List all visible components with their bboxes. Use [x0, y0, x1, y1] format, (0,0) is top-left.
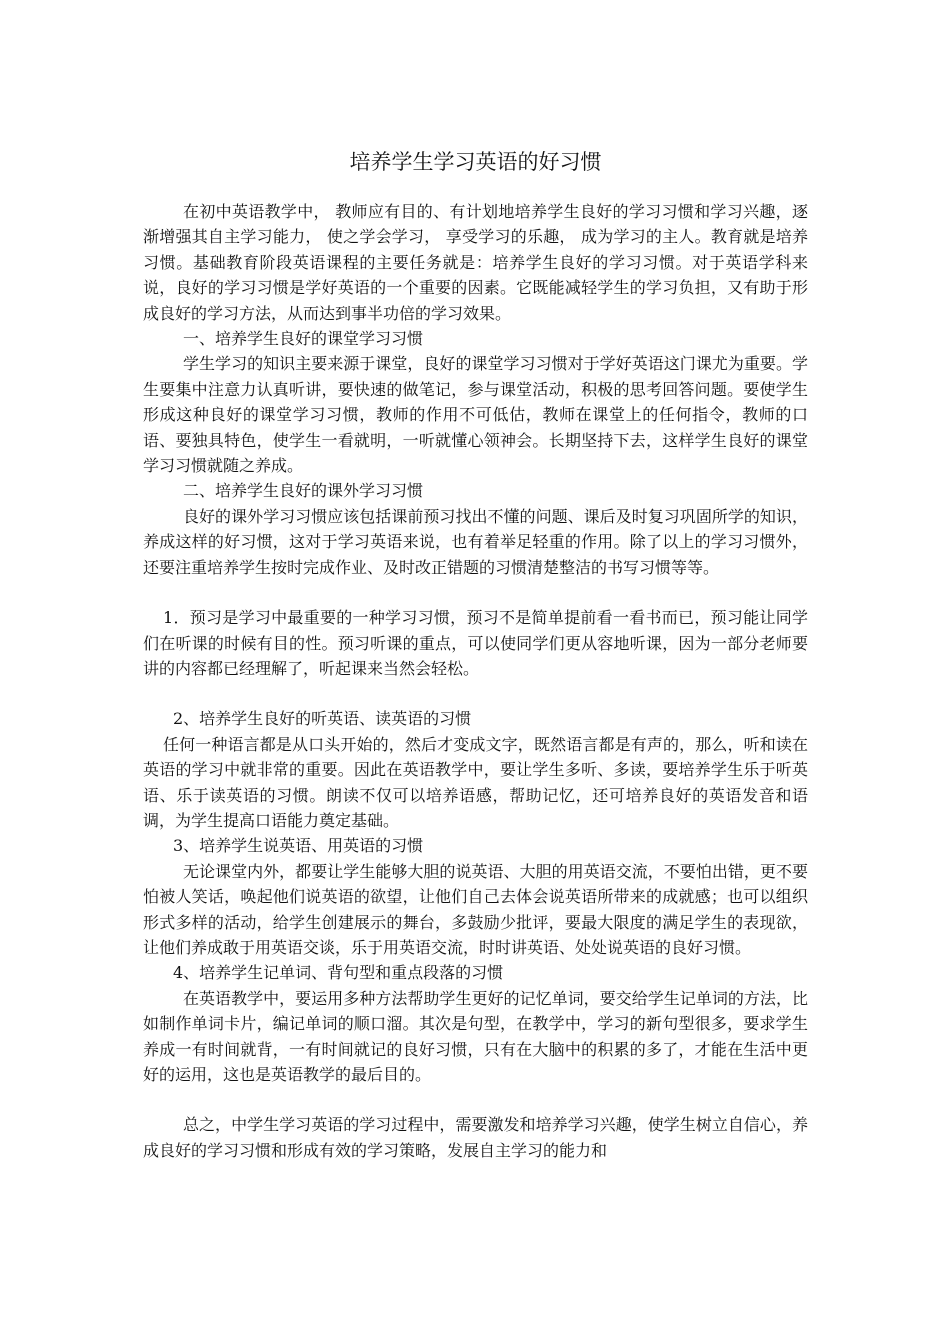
document-body: [143, 199, 808, 1163]
conclusion-paragraph: 总之，中学生学习英语的学习过程中，需要激发和培养学习兴趣，使学生树立自信心，养成良好的学习习惯和形成有效的学习策略，发展自主学习的能力和: [143, 1115, 808, 1160]
section-heading-1: 一、培养学生良好的课堂学习习惯: [183, 329, 424, 349]
intro-paragraph: 在初中英语教学中， 教师应有目的、有计划地培养学生良好的学习习惯和学习兴趣，逐渐增强其自主学习能力， 使之学会学习， 享受学习的乐趣， 成为学习的主人。教育就是培养习惯。基础教育阶段英语课程的主要任务就是：培养学生良好的学习习惯。对于英语学科来说，良好的学习习惯是学好英语的一个重要的因素。它既能减轻学生的学习负担，又有助于形成良好的学习方法，从而达到事半功倍的学习效果。: [143, 202, 808, 323]
section-heading-2: 二、培养学生良好的课外学习习惯: [183, 481, 424, 501]
paragraph-gap: [143, 580, 808, 605]
point-4-heading: 4、培养学生记单词、背句型和重点段落的习惯: [173, 963, 504, 983]
point-3-heading: 3、培养学生说英语、用英语的习惯: [173, 836, 424, 856]
section-paragraph-2: 良好的课外学习习惯应该包括课前预习找出不懂的问题、课后及时复习巩固所学的知识，养成这样的好习惯，这对于学习英语来说，也有着举足轻重的作用。除了以上的学习习惯外，还要注重培养学生按时完成作业、及时改正错题的习惯清楚整洁的书写习惯等等。: [143, 506, 808, 577]
point-4-paragraph: 在英语教学中，要运用多种方法帮助学生更好的记忆单词，要交给学生记单词的方法，比如制作单词卡片，编记单词的顺口溜。其次是句型，在教学中，学习的新句型很多，要求学生养成一有时间就背，一有时间就记的良好习惯，只有在大脑中的积累的多了，才能在生活中更好的运用，这也是英语教学的最后目的。: [143, 988, 808, 1084]
paragraph-gap: [143, 681, 808, 706]
document-title: 培养学生学习英语的好习惯: [349, 150, 602, 174]
point-1-paragraph: 1．预习是学习中最重要的一种学习习惯，预习不是简单提前看一看书而已，预习能让同学们在听课的时候有目的性。预习听课的重点，可以使同学们更从容地听课，因为一部分老师要讲的内容都已经理解了，听起课来当然会轻松。: [143, 608, 808, 678]
paragraph-gap: [143, 1087, 808, 1112]
point-2-paragraph: 任何一种语言都是从口头开始的，然后才变成文字，既然语言都是有声的，那么，听和读在英语的学习中就非常的重要。因此在英语教学中，要让学生多听、多读，要培养学生乐于听英语、乐于读英语的习惯。朗读不仅可以培养语感，帮助记忆，还可培养良好的英语发音和语调，为学生提高口语能力奠定基础。: [143, 734, 808, 830]
point-3-paragraph: 无论课堂内外，都要让学生能够大胆的说英语、大胆的用英语交流，不要怕出错，更不要怕被人笑话，唤起他们说英语的欲望，让他们自己去体会说英语所带来的成就感；也可以组织形式多样的活动，给学生创建展示的舞台，多鼓励少批评，要最大限度的满足学生的表现欲，让他们养成敢于用英语交谈，乐于用英语交流，时时讲英语、处处说英语的良好习惯。: [143, 861, 808, 957]
point-2-heading: 2、培养学生良好的听英语、读英语的习惯: [173, 709, 472, 729]
section-paragraph-1: 学生学习的知识主要来源于课堂，良好的课堂学习习惯对于学好英语这门课尤为重要。学生要集中注意力认真听讲，要快速的做笔记，参与课堂活动，积极的思考回答问题。要使学生形成这种良好的课堂学习习惯，教师的作用不可低估，教师在课堂上的任何指令，教师的口语、要独具特色，使学生一看就明，一听就懂心领神会。长期坚持下去，这样学生良好的课堂学习习惯就随之养成。: [143, 354, 808, 476]
